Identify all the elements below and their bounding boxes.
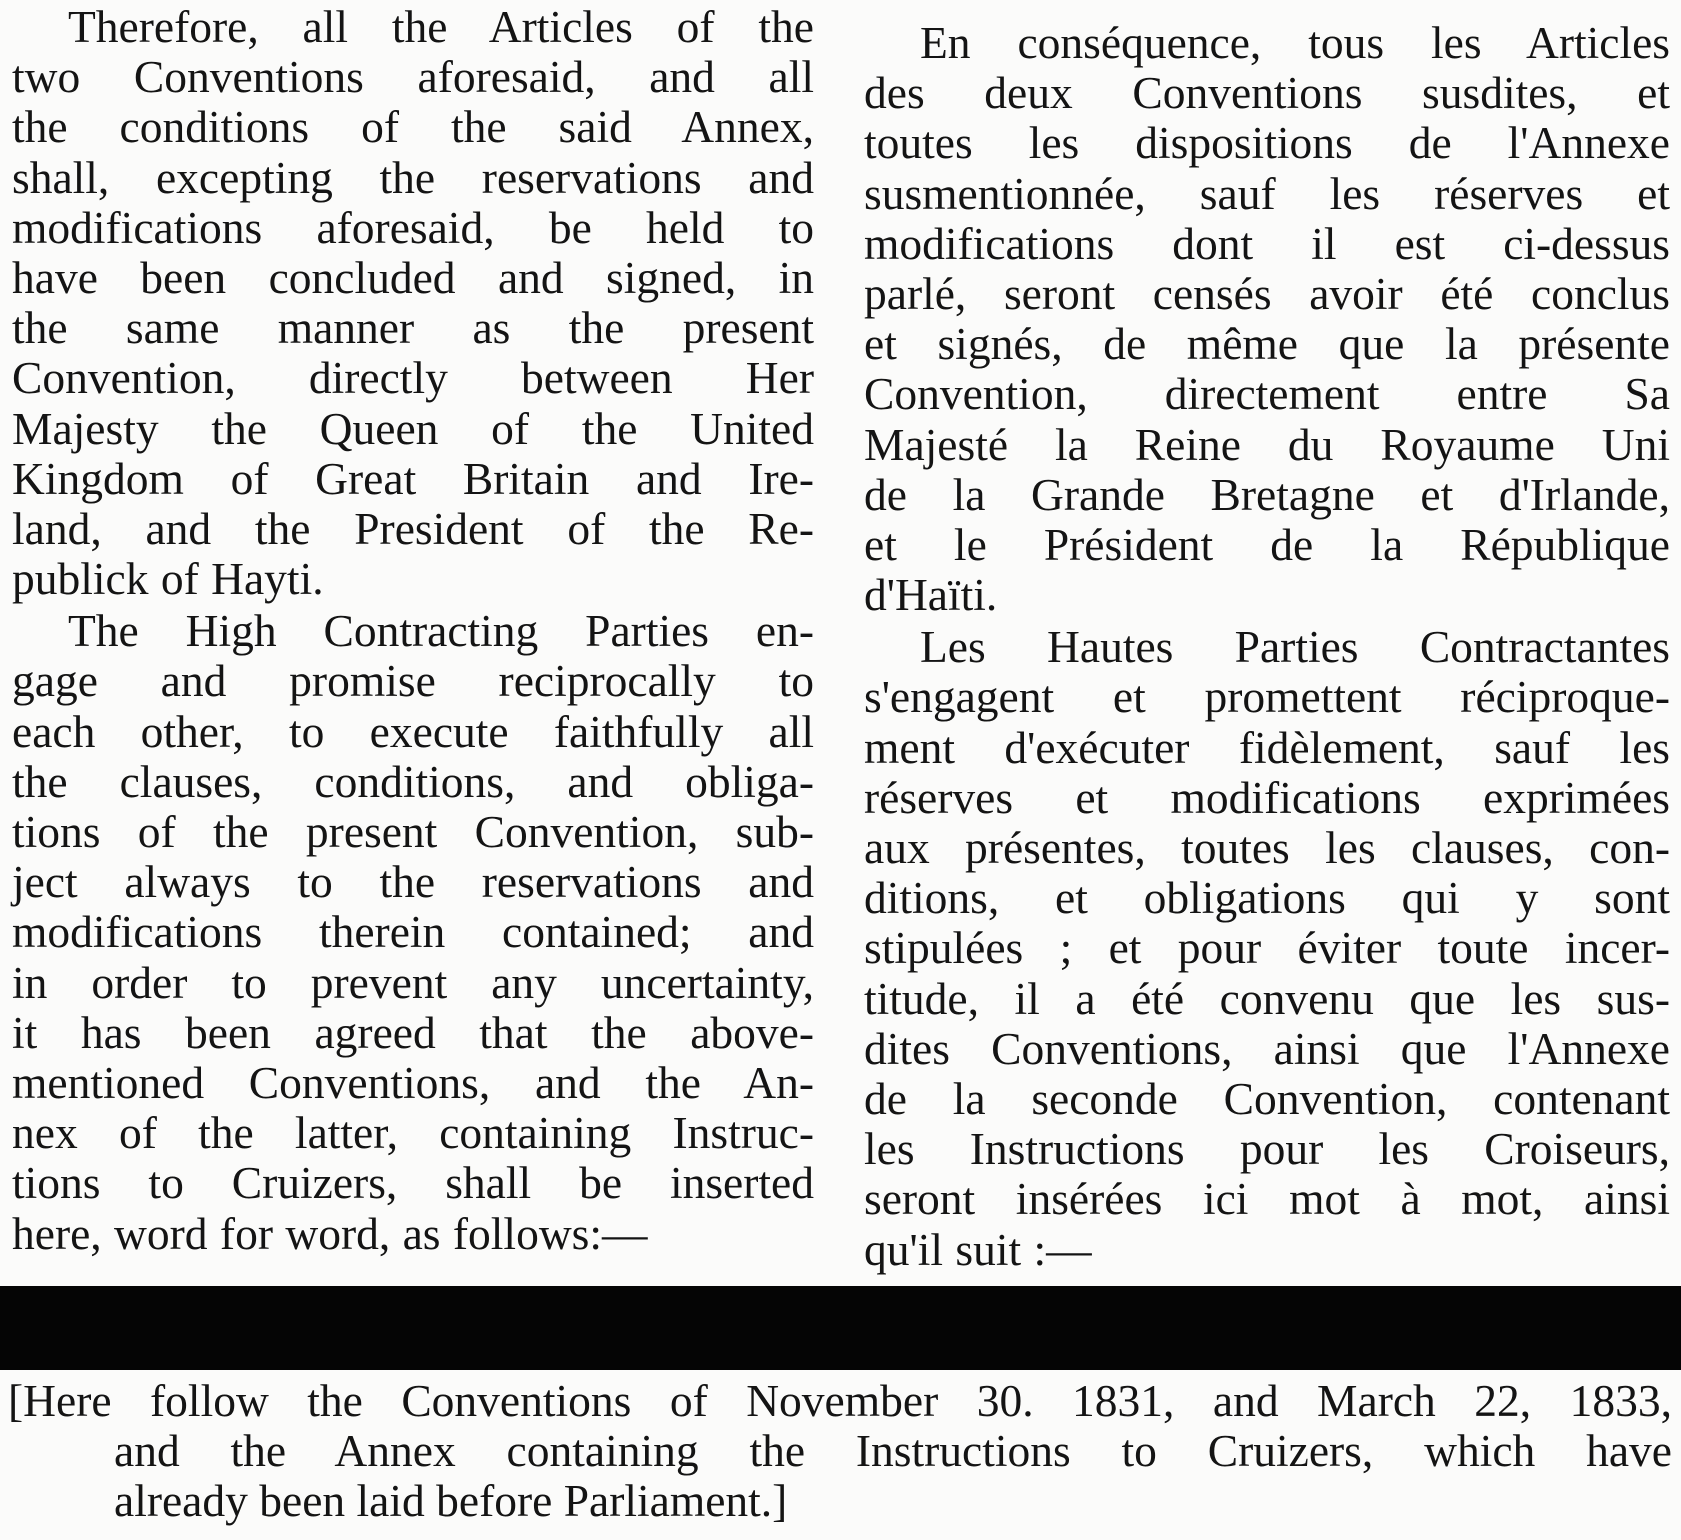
text-line: tions to Cruizers, shall be inserted bbox=[12, 1157, 814, 1209]
text-line: et le Président de la République bbox=[864, 518, 1670, 570]
bracketed-note bbox=[8, 1376, 1672, 1526]
text-line: have been concluded and signed, in bbox=[12, 251, 814, 303]
text-line: Convention, directly between Her bbox=[12, 352, 814, 404]
text-line: titude, il a été convenu que les sus- bbox=[864, 972, 1670, 1024]
text-line: ditions, et obligations qui y sont bbox=[864, 872, 1670, 924]
text-line: the clauses, conditions, and obliga- bbox=[12, 755, 814, 807]
text-line: Kingdom of Great Britain and Ire- bbox=[12, 452, 814, 504]
text-line: parlé, seront censés avoir été conclus bbox=[864, 267, 1670, 319]
french-column bbox=[864, 18, 1670, 1275]
text-line: et signés, de même que la présente bbox=[864, 318, 1670, 370]
text-line: des deux Conventions susdites, et bbox=[864, 67, 1670, 119]
english-column bbox=[12, 2, 814, 1259]
text-line: each other, to execute faithfully all bbox=[12, 705, 814, 757]
text-line: the same manner as the present bbox=[12, 302, 814, 354]
text-line: mentioned Conventions, and the An- bbox=[12, 1056, 814, 1108]
text-line: in order to prevent any uncertainty, bbox=[12, 956, 814, 1008]
text-line: two Conventions aforesaid, and all bbox=[12, 51, 814, 103]
text-line: de la seconde Convention, contenant bbox=[864, 1072, 1670, 1124]
text-line: modifications therein contained; and bbox=[12, 906, 814, 958]
text-line: susmentionnée, sauf les réserves et bbox=[864, 167, 1670, 219]
french-paragraph-2 bbox=[864, 622, 1670, 1274]
text-line: Majesty the Queen of the United bbox=[12, 402, 814, 454]
text-line: nex of the latter, containing Instruc- bbox=[12, 1107, 814, 1159]
text-line: tions of the present Convention, sub- bbox=[12, 806, 814, 857]
text-line: s'engagent et promettent réciproque- bbox=[864, 671, 1670, 723]
redaction-band bbox=[0, 1286, 1681, 1370]
text-line: aux présentes, toutes les clauses, con- bbox=[864, 822, 1670, 873]
text-line: modifications dont il est ci-dessus bbox=[864, 217, 1670, 269]
note-line: [Here follow the Conventions of November 30. 1831, and March 22, 1833, bbox=[8, 1375, 1672, 1426]
text-line: toutes les dispositions de l'Annexe bbox=[864, 117, 1670, 169]
text-line: here, word for word, as follows:— bbox=[12, 1207, 648, 1259]
text-line: En conséquence, tous les Articles bbox=[920, 17, 1670, 68]
text-line: stipulées ; et pour éviter toute incer- bbox=[864, 922, 1670, 974]
text-line: the conditions of the said Annex, bbox=[12, 101, 814, 153]
english-paragraph-1 bbox=[12, 2, 814, 604]
text-line: gage and promise reciprocally to bbox=[12, 655, 814, 707]
note-line: already been laid before Parliament.] bbox=[114, 1475, 788, 1526]
text-line: ment d'exécuter fidèlement, sauf les bbox=[864, 721, 1670, 773]
text-line: Therefore, all the Articles of the bbox=[68, 1, 814, 52]
text-line: d'Haïti. bbox=[864, 569, 998, 621]
text-line: qu'il suit :— bbox=[864, 1223, 1092, 1275]
text-line: Majesté la Reine du Royaume Uni bbox=[864, 418, 1670, 470]
text-line: seront insérées ici mot à mot, ainsi bbox=[864, 1173, 1670, 1225]
text-line: it has been agreed that the above- bbox=[12, 1006, 814, 1058]
french-paragraph-1 bbox=[864, 18, 1670, 620]
note-line: and the Annex containing the Instructions to Cruizers, which have bbox=[114, 1425, 1672, 1476]
text-line: land, and the President of the Re- bbox=[12, 502, 814, 554]
text-line: réserves et modifications exprimées bbox=[864, 771, 1670, 823]
text-line: Les Hautes Parties Contractantes bbox=[920, 621, 1670, 673]
text-line: les Instructions pour les Croiseurs, bbox=[864, 1123, 1670, 1175]
text-line: Convention, directement entre Sa bbox=[864, 368, 1670, 420]
text-line: ject always to the reservations and bbox=[12, 856, 814, 908]
text-line: dites Conventions, ainsi que l'Annexe bbox=[864, 1022, 1670, 1074]
text-line: shall, excepting the reservations and bbox=[12, 151, 814, 203]
text-line: de la Grande Bretagne et d'Irlande, bbox=[864, 468, 1670, 520]
english-paragraph-2 bbox=[12, 606, 814, 1258]
text-line: The High Contracting Parties en- bbox=[68, 605, 814, 657]
text-line: publick of Hayti. bbox=[12, 553, 324, 605]
text-line: modifications aforesaid, be held to bbox=[12, 201, 814, 253]
